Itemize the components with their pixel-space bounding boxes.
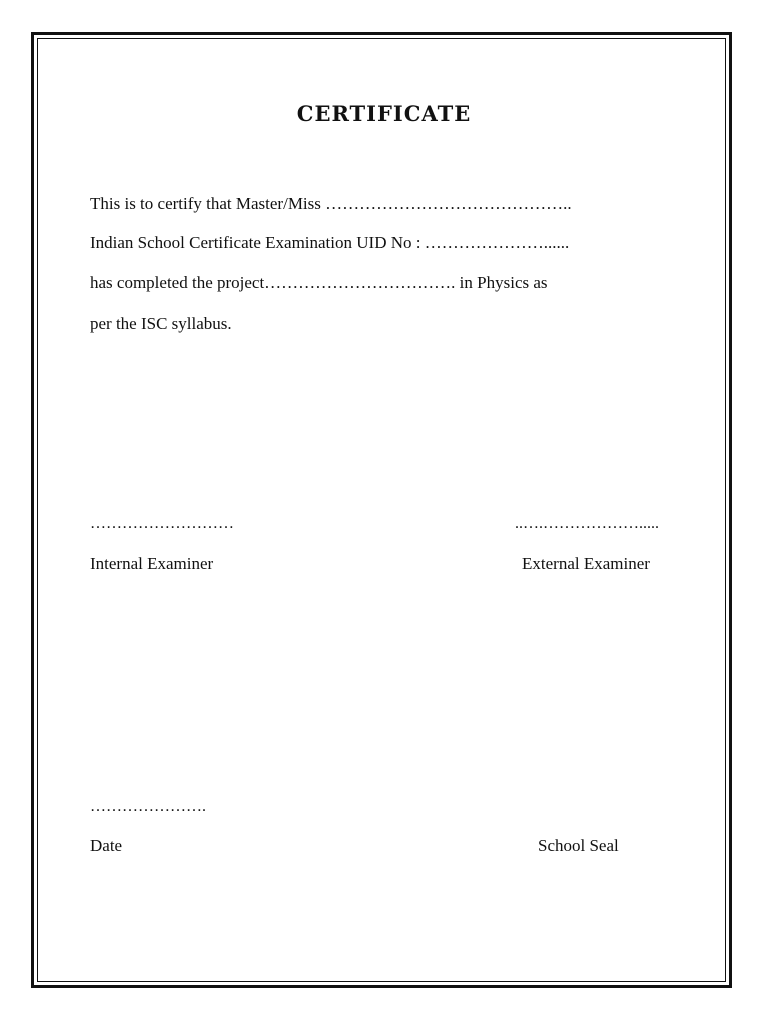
certify-line-syllabus: per the ISC syllabus.: [90, 314, 232, 333]
school-seal-label: School Seal: [538, 836, 619, 855]
internal-examiner-label: Internal Examiner: [90, 554, 214, 573]
certify-line-uid: Indian School Certificate Examination UID No : …………………......: [90, 233, 570, 252]
certify-line-name: This is to certify that Master/Miss ……………………………………..: [90, 194, 572, 213]
certify-line-project: has completed the project……………………………. in Physics as: [90, 273, 548, 292]
certificate-inner-border: [37, 38, 726, 982]
date-line: ………………….: [90, 798, 206, 815]
date-label: Date: [90, 836, 123, 855]
certificate-title: CERTIFICATE: [296, 101, 472, 126]
external-examiner-signature-line: ..….……………….....: [515, 515, 659, 532]
external-examiner-label: External Examiner: [522, 554, 650, 573]
internal-examiner-signature-line: ………………………: [90, 515, 234, 532]
certificate-border: [31, 32, 732, 988]
